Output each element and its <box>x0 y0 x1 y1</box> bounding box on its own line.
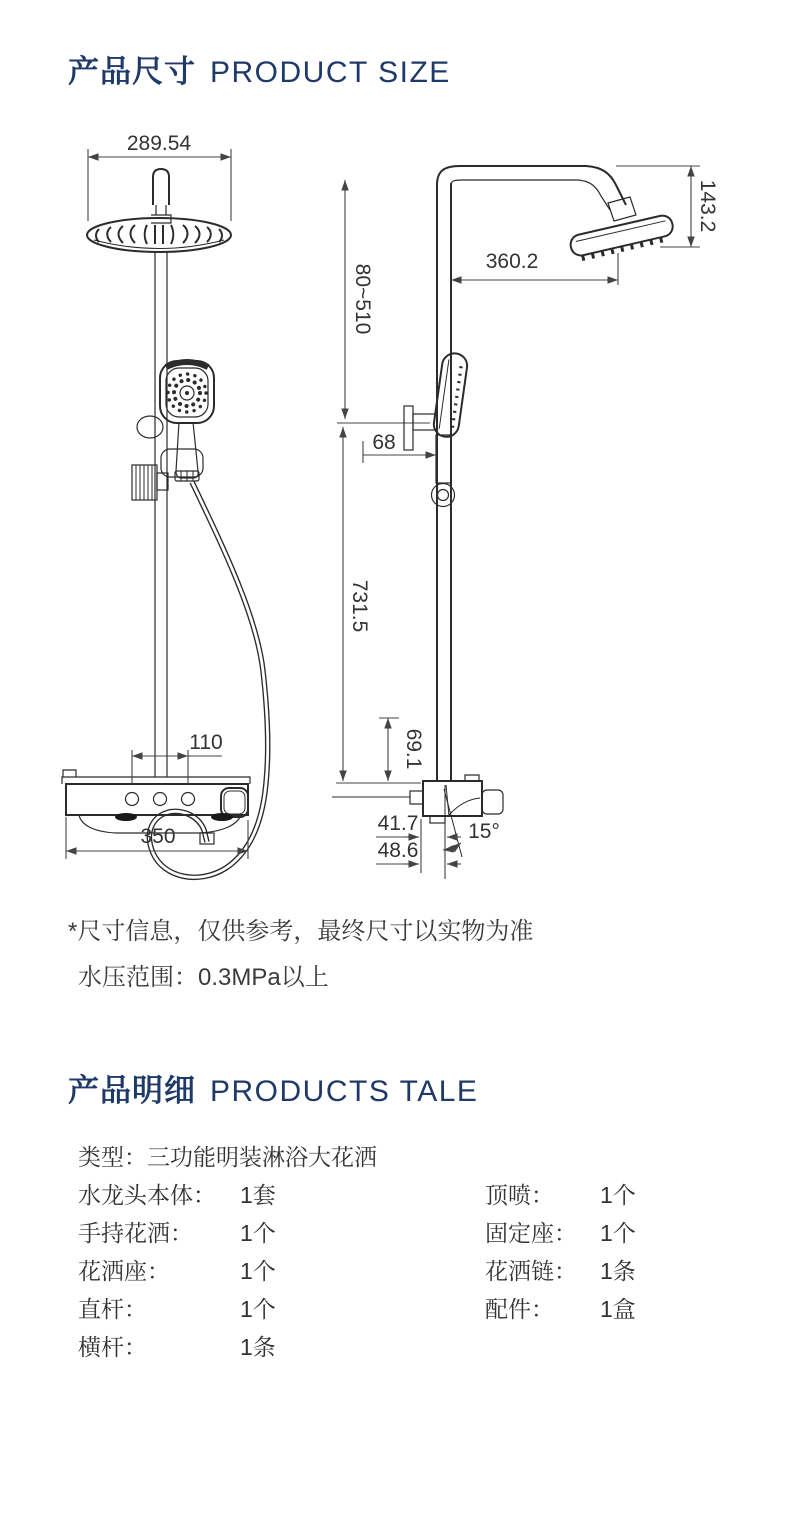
detail-section-heading <box>68 1065 790 1110</box>
list-item <box>78 1252 485 1290</box>
dim-front-button-spacing: 110 <box>189 731 223 754</box>
dim-side-bracket-offset: 68 <box>372 431 396 454</box>
notes <box>68 909 790 1001</box>
item-label: 固定座： <box>485 1220 577 1246</box>
size-title-en: PRODUCT SIZE <box>210 56 451 89</box>
dim-side-spout-offset-b: 48.6 <box>377 839 419 862</box>
front-view <box>62 132 268 877</box>
dimension-note: *尺寸信息，仅供参考，最终尺寸以实物为准 <box>68 918 534 945</box>
parts-column-right <box>485 1176 785 1366</box>
item-qty: 1盒 <box>600 1296 636 1322</box>
product-type-row <box>78 1138 790 1176</box>
item-qty: 1条 <box>240 1334 276 1360</box>
item-label: 横杆： <box>78 1334 147 1360</box>
list-item <box>78 1290 485 1328</box>
list-item <box>78 1176 485 1214</box>
detail-title-zh: 产品明细 <box>68 1073 196 1108</box>
parts-column-left <box>78 1176 485 1366</box>
item-qty: 1个 <box>240 1296 276 1322</box>
product-detail-list <box>78 1138 790 1366</box>
dimension-diagram <box>0 113 790 893</box>
list-item <box>78 1214 485 1252</box>
size-title-zh: 产品尺寸 <box>68 54 196 89</box>
dim-side-valve-height: 69.1 <box>402 728 425 770</box>
item-qty: 1个 <box>240 1258 276 1284</box>
dim-side-spout-angle: 15° <box>468 820 500 843</box>
dim-front-valve-width: 350 <box>140 825 176 848</box>
item-label: 直杆： <box>78 1296 147 1322</box>
list-item <box>78 1328 485 1366</box>
dim-side-head-drop: 143.2 <box>696 179 719 233</box>
list-item <box>485 1176 785 1214</box>
size-section-heading <box>68 46 790 91</box>
list-item <box>485 1214 785 1252</box>
item-qty: 1个 <box>600 1182 636 1208</box>
dim-side-spout-offset-a: 41.7 <box>377 812 419 835</box>
item-qty: 1条 <box>600 1258 636 1284</box>
item-qty: 1个 <box>240 1220 276 1246</box>
product-spec-page <box>0 46 790 1536</box>
product-type-label: 类型： <box>78 1144 147 1170</box>
item-qty: 1个 <box>600 1220 636 1246</box>
item-label: 配件： <box>485 1296 554 1322</box>
dim-side-bar-length: 731.5 <box>348 579 371 633</box>
dim-side-slider-range: 80~510 <box>351 263 374 335</box>
item-label: 花洒链： <box>485 1258 577 1284</box>
item-label: 手持花洒： <box>78 1220 193 1246</box>
item-label: 花洒座： <box>78 1258 170 1284</box>
product-type-value: 三功能明装淋浴大花洒 <box>147 1144 377 1170</box>
item-label: 顶喷： <box>485 1182 554 1208</box>
list-item <box>485 1252 785 1290</box>
detail-title-en: PRODUCTS TALE <box>210 1075 479 1108</box>
item-label: 水龙头本体： <box>78 1182 216 1208</box>
dim-side-arm-reach: 360.2 <box>485 250 539 273</box>
item-qty: 1套 <box>240 1182 276 1208</box>
dim-front-head-width: 289.54 <box>126 132 192 155</box>
side-view <box>332 166 719 879</box>
pressure-note: 水压范围：0.3MPa以上 <box>78 964 329 991</box>
list-item <box>485 1290 785 1328</box>
